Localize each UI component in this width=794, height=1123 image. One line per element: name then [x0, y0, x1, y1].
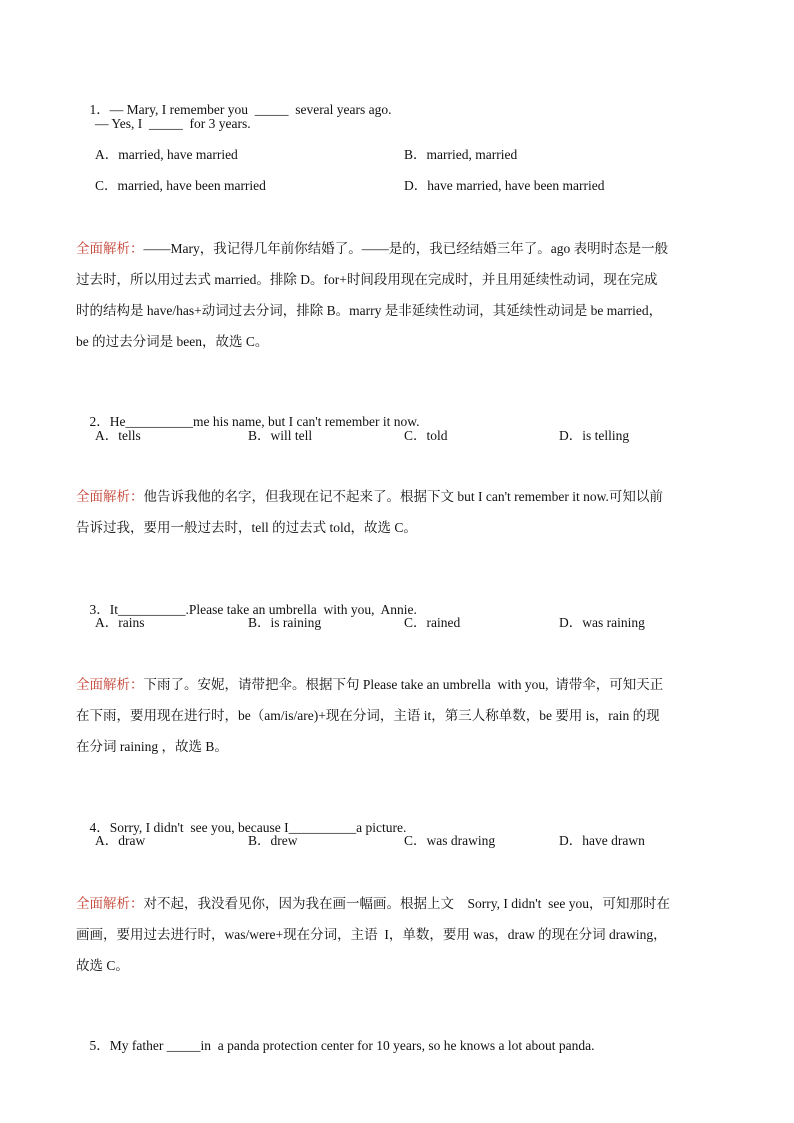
- analysis-text: 他告诉我他的名字，但我现在记不起来了。根据下文 but I can't remember it now.可知以前: [143, 489, 663, 504]
- analysis-label: 全面解析：: [76, 241, 144, 256]
- question-number: 3．: [89, 602, 110, 617]
- analysis-label: 全面解析：: [76, 677, 144, 692]
- option-a: A．draw: [95, 833, 146, 848]
- analysis-3-line-3: 在分词 raining ，故选 B。: [76, 739, 228, 754]
- analysis-text: ——Mary，我记得几年前你结婚了。——是的，我已经结婚三年了。ago 表明时态是一般: [143, 241, 669, 256]
- option-b: B．will tell: [248, 428, 313, 443]
- question-text: My father _____in a panda protection center for 10 years, so he knows a lot about panda.: [109, 1038, 595, 1053]
- question-5-stem: [76, 1019, 594, 1073]
- analysis-text: 下雨了。安妮，请带把伞。根据下句 Please take an umbrella with you, 请带伞，可知天正: [143, 677, 664, 692]
- option-d: D．have married, have been married: [404, 178, 605, 193]
- option-c: C．was drawing: [404, 833, 496, 848]
- analysis-label: 全面解析：: [76, 896, 144, 911]
- option-d: D．is telling: [559, 428, 630, 443]
- question-text: He__________me his name, but I can't remember it now.: [109, 414, 420, 429]
- question-text: It__________.Please take an umbrella with you, Annie.: [109, 602, 417, 617]
- analysis-1-line-4: be 的过去分词是 been，故选 C。: [76, 334, 269, 349]
- analysis-4-line-1: [76, 895, 670, 913]
- option-d: D．have drawn: [559, 833, 645, 848]
- option-d: D．was raining: [559, 615, 645, 630]
- option-c: C．married, have been married: [95, 178, 266, 193]
- option-a: A．rains: [95, 615, 145, 630]
- question-text: Sorry, I didn't see you, because I__________a picture.: [109, 820, 407, 835]
- analysis-2-line-1: [76, 488, 663, 506]
- option-b: B．drew: [248, 833, 298, 848]
- analysis-1-line-1: [76, 240, 668, 258]
- analysis-label: 全面解析：: [76, 489, 144, 504]
- option-a: A．tells: [95, 428, 141, 443]
- analysis-1-line-2: 过去时，所以用过去式 married。排除 D。for+时间段用现在完成时，并且用延续性动词，现在完成: [76, 272, 658, 287]
- question-number: 4．: [89, 820, 110, 835]
- analysis-text: 对不起，我没看见你，因为我在画一幅画。根据上文 Sorry, I didn't see you，可知那时在: [143, 896, 671, 911]
- analysis-4-line-3: 故选 C。: [76, 958, 129, 973]
- question-1-stem-2: — Yes, I _____ for 3 years.: [95, 116, 251, 131]
- question-number: 5．: [89, 1038, 110, 1053]
- question-text: — Mary, I remember you _____ several years ago.: [109, 102, 392, 117]
- option-b: B．married, married: [404, 147, 518, 162]
- analysis-2-line-2: 告诉过我，要用一般过去时，tell 的过去式 told，故选 C。: [76, 520, 417, 535]
- analysis-3-line-2: 在下雨，要用现在进行时，be（am/is/are)+现在分词，主语 it，第三人称单数，be 要用 is，rain 的现: [76, 708, 660, 723]
- option-a: A．married, have married: [95, 147, 238, 162]
- question-number: 2．: [89, 414, 110, 429]
- analysis-3-line-1: [76, 676, 663, 694]
- option-c: C．rained: [404, 615, 461, 630]
- analysis-4-line-2: 画画，要用过去进行时，was/were+现在分词，主语 I，单数，要用 was，draw 的现在分词 drawing，: [76, 927, 667, 942]
- option-c: C．told: [404, 428, 448, 443]
- analysis-1-line-3: 时的结构是 have/has+动词过去分词，排除 B。marry 是非延续性动词，其延续性动词是 be married，: [76, 303, 663, 318]
- question-number: 1．: [89, 102, 110, 117]
- option-b: B．is raining: [248, 615, 322, 630]
